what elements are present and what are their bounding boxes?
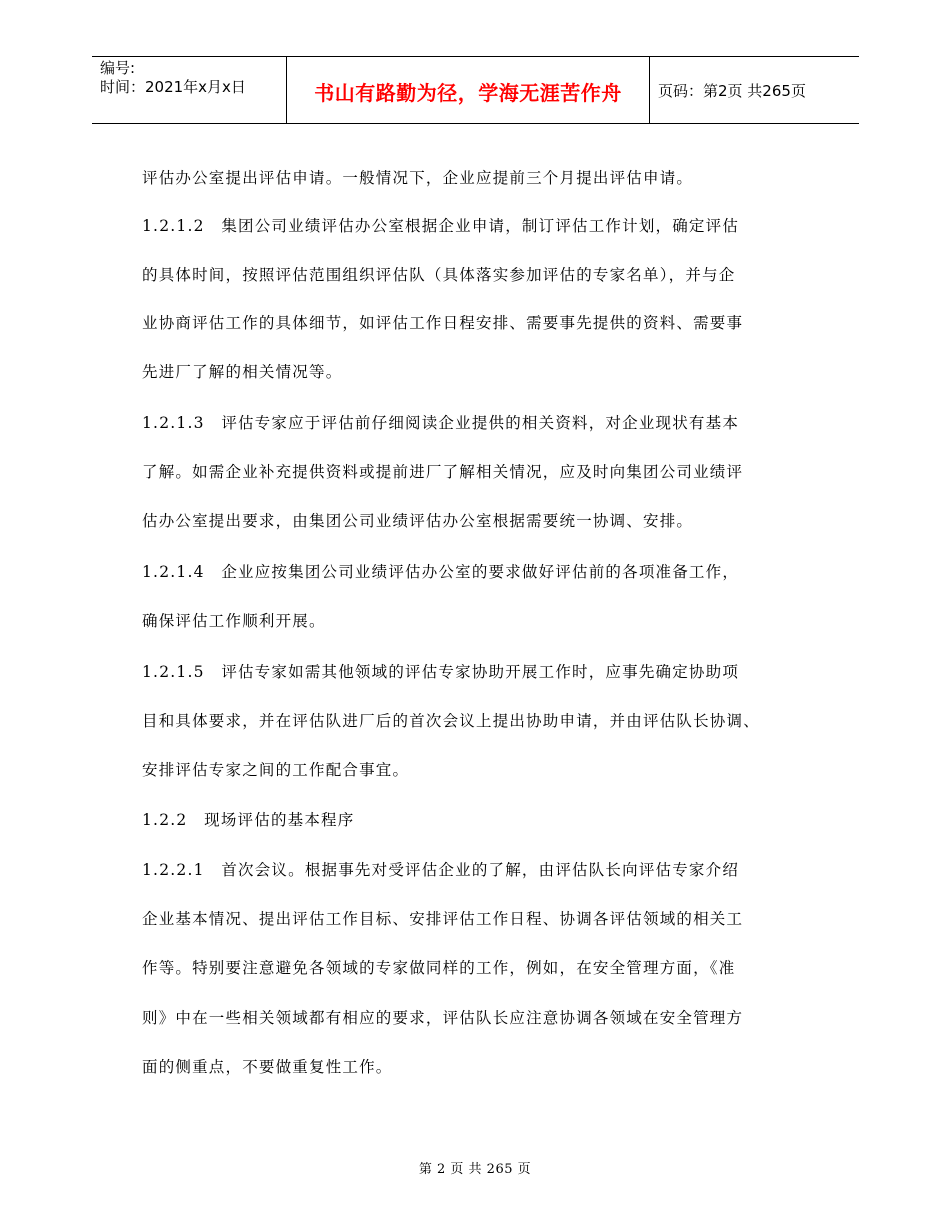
header-divider	[649, 57, 650, 123]
body-line: 则》中在一些相关领域都有相应的要求，评估队长应注意协调各领域在安全管理方	[142, 1009, 744, 1027]
body-line: 1.2.1.4 企业应按集团公司业绩评估办公室的要求做好评估前的各项准备工作，	[142, 563, 740, 581]
body-line: 确保评估工作顺利开展。	[142, 612, 326, 630]
page-header	[92, 56, 859, 124]
body-line: 先进厂了解的相关情况等。	[142, 363, 343, 381]
body-line: 面的侧重点，不要做重复性工作。	[142, 1058, 393, 1076]
doc-number-label: 编号:	[100, 59, 136, 77]
body-line: 1.2.2 现场评估的基本程序	[142, 811, 355, 829]
body-line: 的具体时间，按照评估范围组织评估队（具体落实参加评估的专家名单），并与企	[142, 266, 736, 284]
body-line: 评估办公室提出评估申请。一般情况下，企业应提前三个月提出评估申请。	[142, 169, 694, 187]
body-line: 安排评估专家之间的工作配合事宜。	[142, 761, 410, 779]
header-meta	[100, 59, 246, 97]
body-line: 作等。特别要注意避免各领域的专家做同样的工作，例如，在安全管理方面，《准	[142, 959, 736, 977]
body-line: 1.2.1.2 集团公司业绩评估办公室根据企业申请，制订评估工作计划，确定评估	[142, 217, 740, 235]
body-line: 企业基本情况、提出评估工作目标、安排评估工作日程、协调各评估领域的相关工	[142, 910, 744, 928]
body-line: 1.2.1.5 评估专家如需其他领域的评估专家协助开展工作时，应事先确定协助项	[142, 663, 740, 681]
body-line: 业协商评估工作的具体细节，如评估工作日程安排、需要事先提供的资料、需要事	[142, 314, 744, 332]
body-line: 1.2.1.3 评估专家应于评估前仔细阅读企业提供的相关资料，对企业现状有基本	[142, 414, 740, 432]
body-line: 1.2.2.1 首次会议。根据事先对受评估企业的了解，由评估队长向评估专家介绍	[142, 861, 740, 879]
header-motto: 书山有路勤为径，学海无涯苦作舟	[314, 81, 622, 105]
header-page-info: 页码：第2页 共265页	[658, 82, 806, 100]
body-line: 了解。如需企业补充提供资料或提前进厂了解相关情况，应及时向集团公司业绩评	[142, 463, 744, 481]
time-label: 时间：2021年x月x日	[100, 78, 246, 96]
body-line: 估办公室提出要求，由集团公司业绩评估办公室根据需要统一协调、安排。	[142, 512, 694, 530]
body-line: 目和具体要求，并在评估队进厂后的首次会议上提出协助申请，并由评估队长协调、	[142, 712, 760, 730]
page-footer: 第 2 页 共 265 页	[418, 1162, 532, 1177]
